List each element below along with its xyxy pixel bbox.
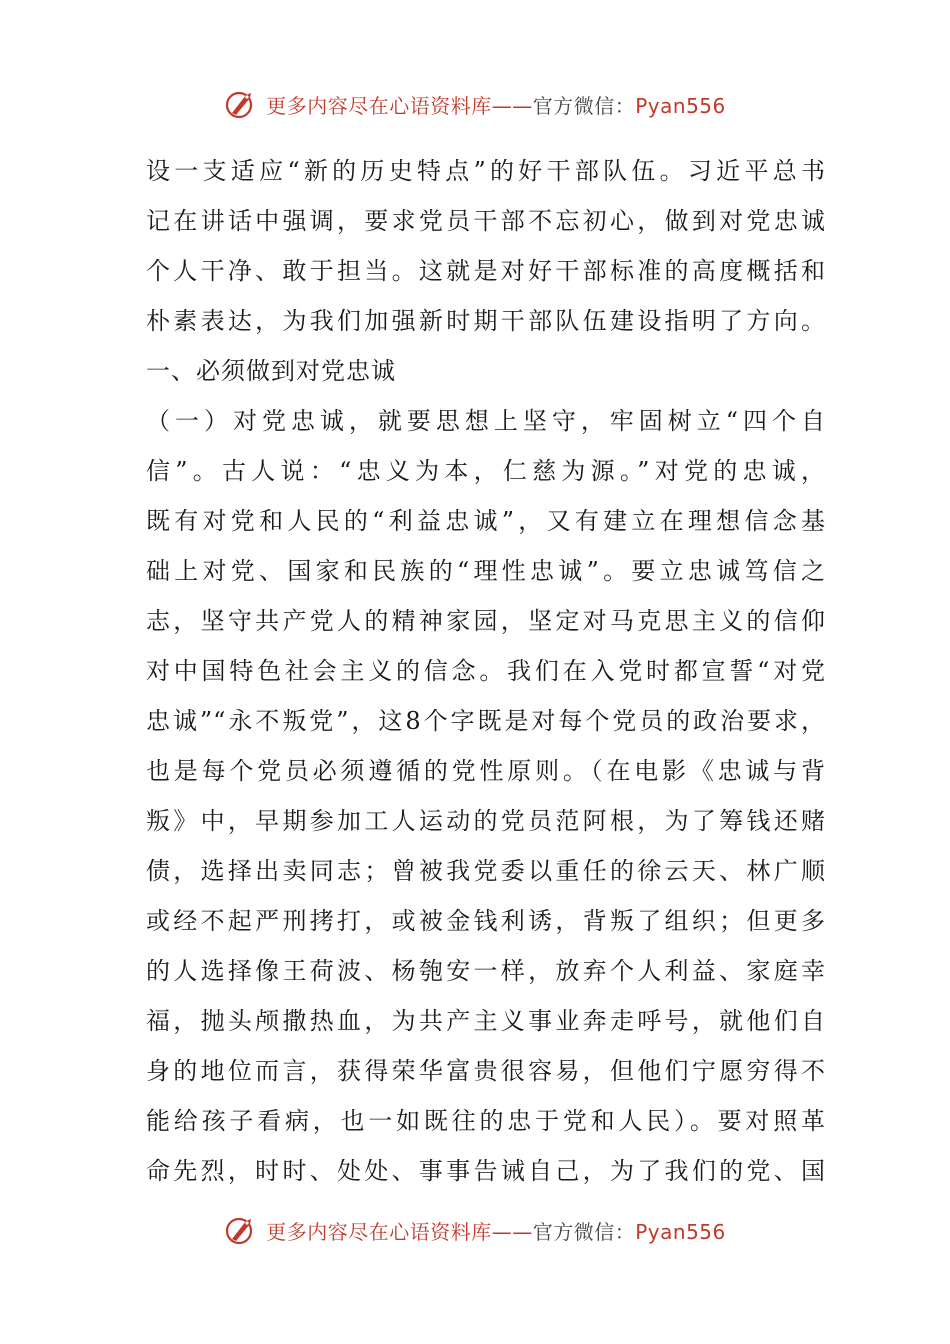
banner-handle: Pyan556: [635, 93, 726, 118]
text-line: 的人选择像王荷波、杨匏安一样，放弃个人利益、家庭幸: [146, 957, 826, 985]
text-line: 对中国特色社会主义的信念。我们在入党时都宣誓“对党: [146, 657, 826, 685]
text-line: 个人干净、敢于担当。这就是对好干部标准的高度概括和: [146, 257, 826, 285]
text-line: 福，抛头颅撒热血，为共产主义事业奔走呼号，就他们自: [146, 1007, 826, 1035]
pen-nib-logo-icon: [224, 87, 258, 121]
text-line: 身的地位而言，获得荣华富贵很容易，但他们宁愿穷得不: [146, 1057, 826, 1085]
banner-brand: 更多内容尽在心语资料库: [266, 1219, 492, 1244]
text-line: 叛》中，早期参加工人运动的党员范阿根，为了筹钱还赌: [146, 807, 826, 835]
text-line: 债，选择出卖同志；曾被我党委以重任的徐云天、林广顺: [146, 857, 826, 885]
banner-dash: ——: [491, 1219, 533, 1244]
text-line: 或经不起严刑拷打，或被金钱利诱，背叛了组织；但更多: [146, 907, 826, 935]
banner-text: [266, 1216, 726, 1245]
text-line: 记在讲话中强调，要求党员干部不忘初心，做到对党忠诚: [146, 207, 826, 235]
header-banner: [0, 84, 950, 124]
text-line: 既有对党和人民的“利益忠诚”，又有建立在理想信念基: [146, 507, 826, 535]
text-line: 设一支适应“新的历史特点”的好干部队伍。习近平总书: [146, 157, 826, 185]
text-line: 也是每个党员必须遵循的党性原则。（在电影《忠诚与背: [146, 757, 826, 785]
text-line: （一）对党忠诚，就要思想上坚守，牢固树立“四个自: [146, 407, 826, 435]
text-line: 命先烈，时时、处处、事事告诫自己，为了我们的党、国: [146, 1157, 826, 1185]
text-line: 信”。古人说：“忠义为本，仁慈为源。”对党的忠诚，: [146, 457, 826, 485]
banner-handle: Pyan556: [635, 1219, 726, 1244]
banner-dash: ——: [491, 93, 533, 118]
text-line: 志，坚守共产党人的精神家园，坚定对马克思主义的信仰: [146, 607, 826, 635]
footer-banner: [0, 1210, 950, 1250]
text-line: 忠诚”“永不叛党”，这8个字既是对每个党员的政治要求，: [146, 707, 826, 735]
document-body: [146, 146, 826, 1196]
banner-contact-label: 官方微信：: [532, 93, 636, 118]
pen-nib-logo-icon: [224, 1213, 258, 1247]
banner-text: [266, 90, 726, 119]
text-line: 能给孩子看病，也一如既往的忠于党和人民）。要对照革: [146, 1107, 826, 1135]
text-line: 朴素表达，为我们加强新时期干部队伍建设指明了方向。: [146, 307, 826, 335]
section-heading: 一、必须做到对党忠诚: [146, 357, 396, 385]
banner-brand: 更多内容尽在心语资料库: [266, 93, 492, 118]
text-line: 础上对党、国家和民族的“理性忠诚”。要立忠诚笃信之: [146, 557, 826, 585]
banner-contact-label: 官方微信：: [532, 1219, 636, 1244]
